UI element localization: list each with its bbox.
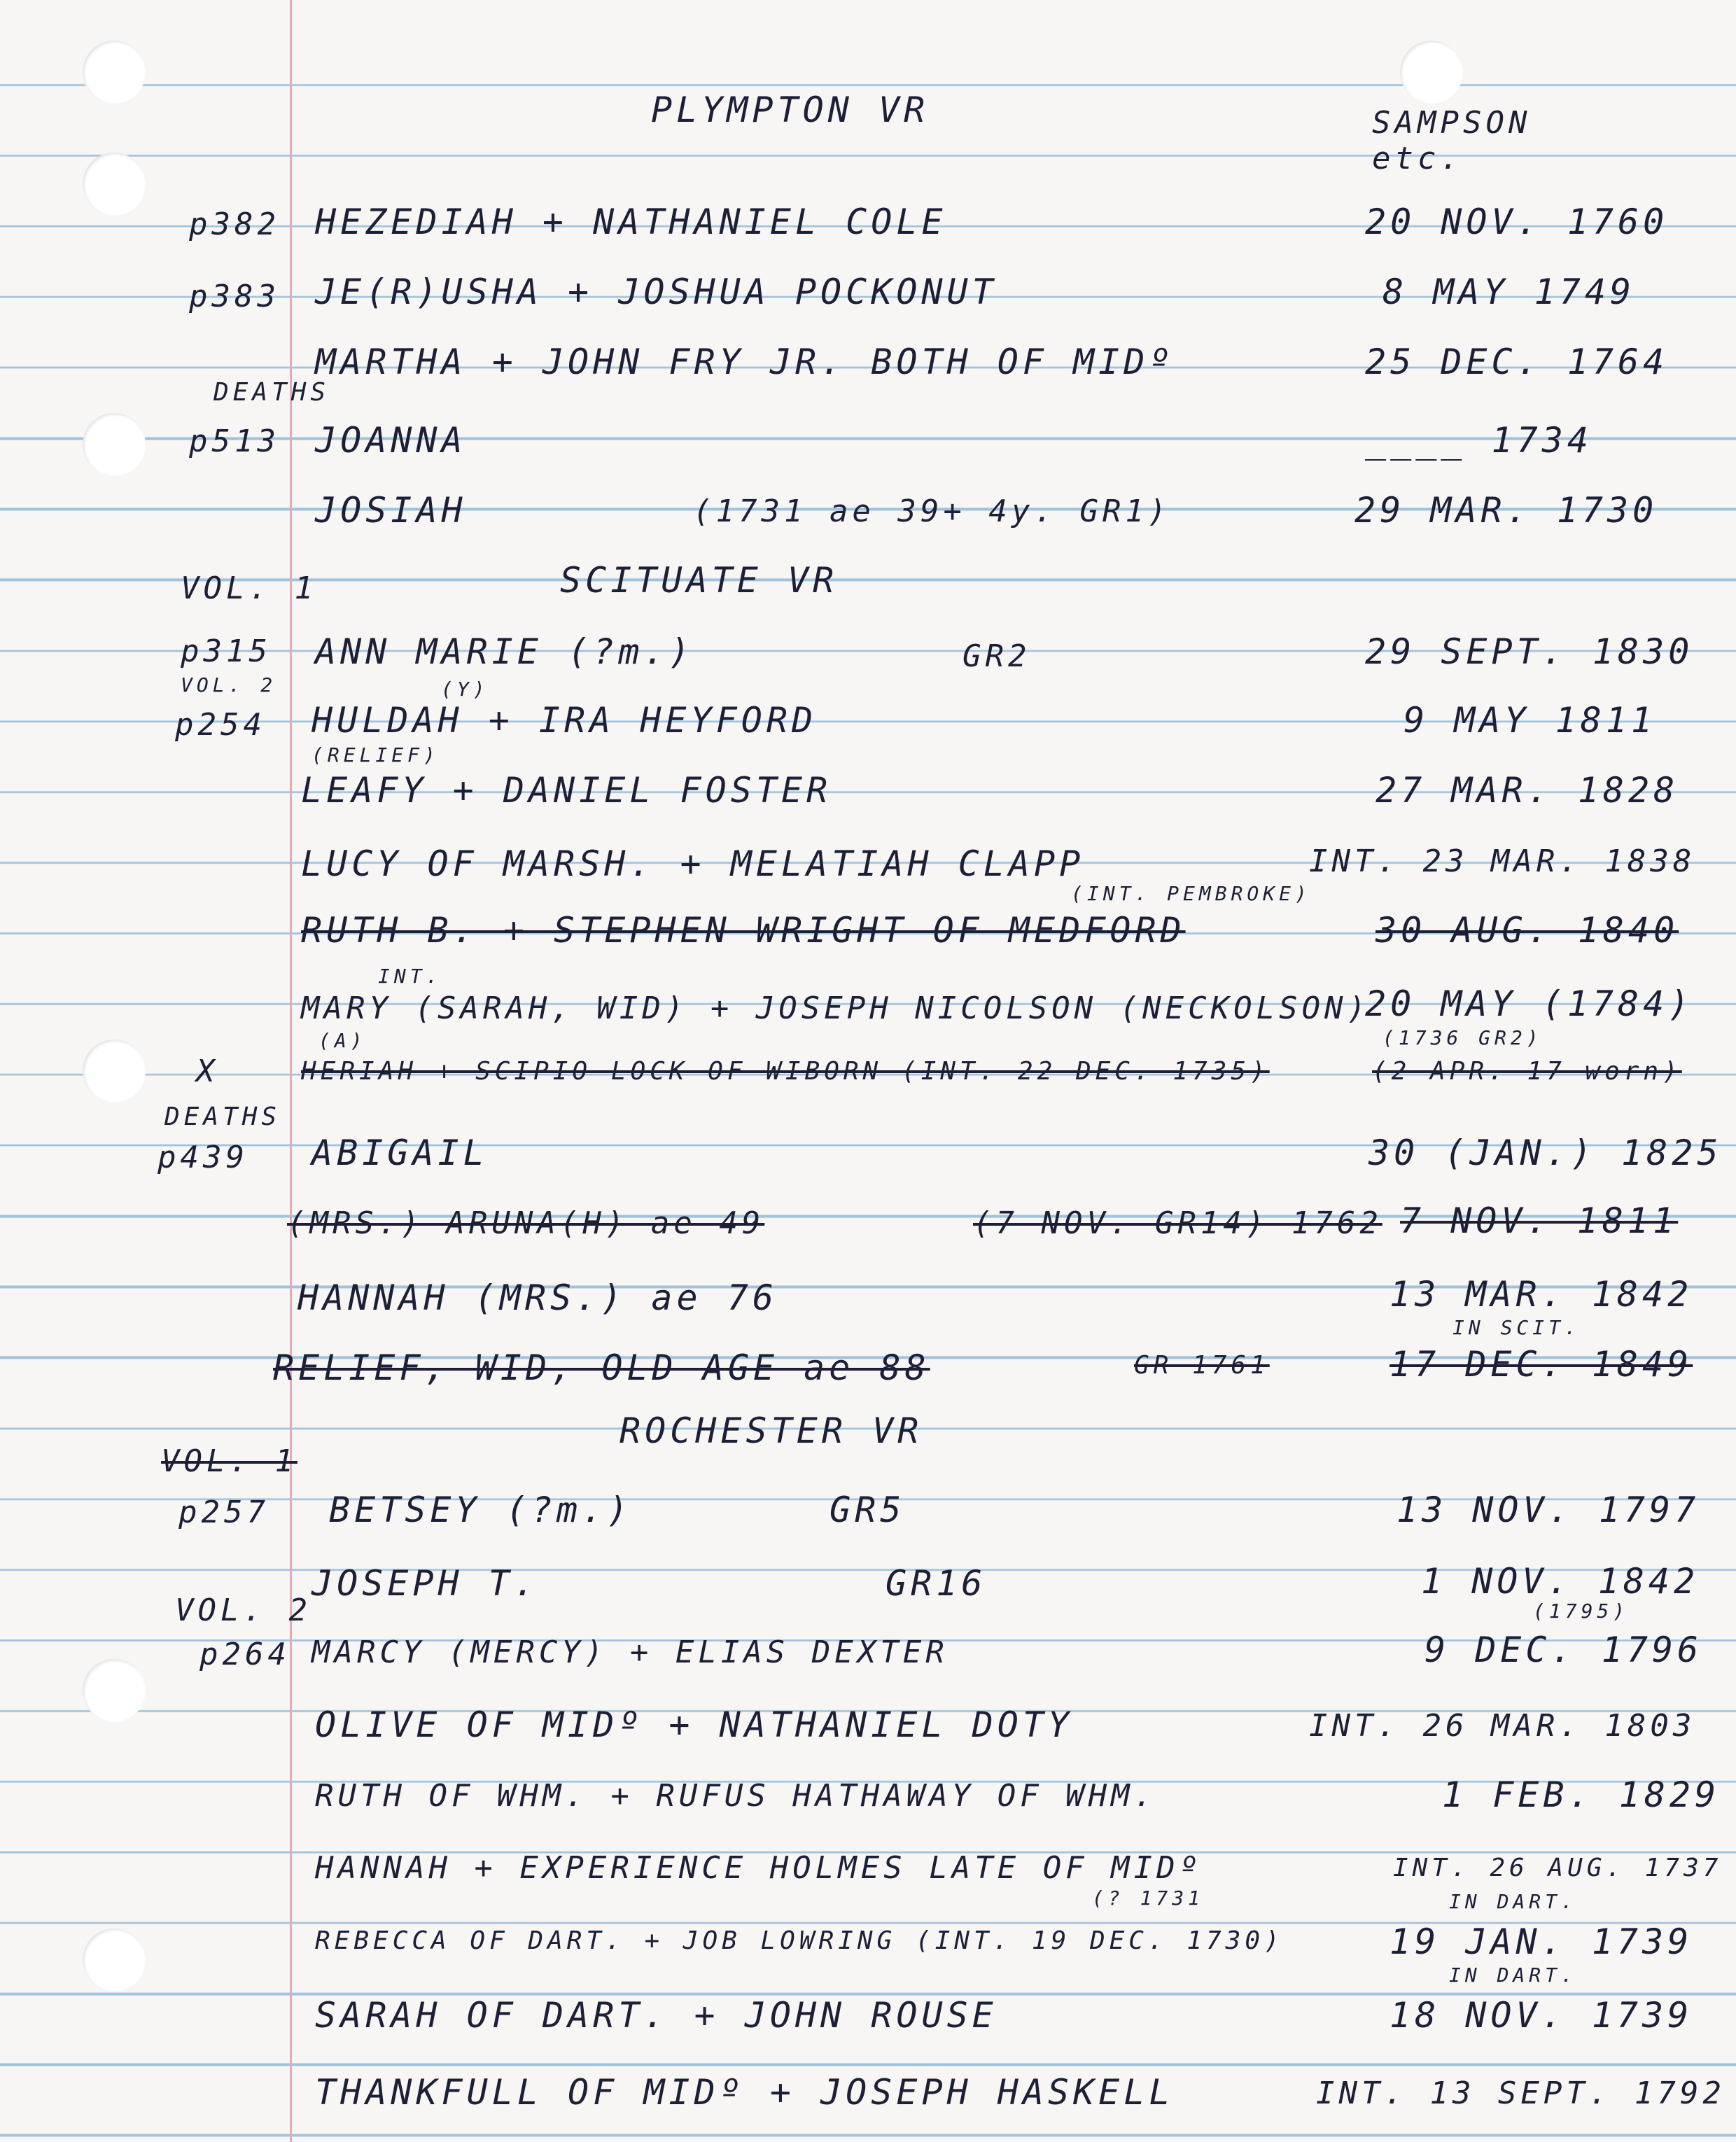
annotation: (1795) [1533, 1600, 1630, 1623]
entry-date-struck: 7 NOV. 1811 [1400, 1200, 1679, 1241]
annotation: (1736 GR2) [1382, 1026, 1543, 1049]
punch-hole [83, 1659, 146, 1722]
annotation: (Y) [441, 678, 489, 701]
entry-note: (1731 ae 39+ 4y. GR1) [693, 493, 1171, 529]
entry-date: 20 NOV. 1760 [1365, 202, 1669, 242]
entry-text: MARY (SARAH, WID) + JOSEPH NICOLSON (NECKOLSON) [301, 990, 1371, 1026]
annotation: (? 1731 [1092, 1886, 1205, 1910]
page-ref: p257 [178, 1494, 270, 1530]
entry-text: HEZEDIAH + NATHANIEL COLE [315, 202, 947, 242]
entry-text: ABIGAIL [312, 1133, 489, 1173]
entry-text: OLIVE OF MIDº + NATHANIEL DOTY [315, 1704, 1074, 1745]
entry-date: 9 DEC. 1796 [1424, 1630, 1703, 1670]
entry-date: 20 MAY (1784) [1365, 983, 1694, 1024]
entry-date: 13 MAR. 1842 [1390, 1274, 1693, 1315]
punch-hole [83, 1040, 146, 1102]
deaths-label: DEATHS [164, 1102, 281, 1131]
insert-mark: X [196, 1054, 219, 1089]
entry-text: MARTHA + JOHN FRY JR. BOTH OF MIDº [315, 342, 1175, 382]
entry-date: 19 JAN. 1739 [1390, 1921, 1693, 1962]
entry-date: INT. 26 MAR. 1803 [1309, 1708, 1696, 1744]
page-ref: p513 [189, 424, 280, 459]
entry-date: INT. 23 MAR. 1838 [1309, 844, 1696, 879]
entry-note-struck: GR 1761 [1134, 1351, 1270, 1380]
entry-text: ANN MARIE (?m.) [315, 631, 694, 672]
annotation: IN DART. [1449, 1890, 1577, 1913]
entry-text: BETSEY (?m.) [329, 1490, 633, 1530]
page-ref: p383 [189, 279, 280, 314]
page-ref: p315 [181, 634, 272, 669]
page-ref: p382 [189, 206, 280, 242]
entry-text: JOSEPH T. [312, 1563, 539, 1604]
entry-date: 29 MAR. 1730 [1354, 490, 1658, 531]
annotation: (A) [318, 1029, 367, 1052]
entry-note: GR2 [962, 638, 1031, 674]
entry-text: SARAH OF DART. + JOHN ROUSE [315, 1995, 997, 2036]
entry-date: 29 SEPT. 1830 [1365, 631, 1694, 672]
section-title: ROCHESTER VR [620, 1410, 923, 1451]
punch-hole [1400, 41, 1463, 104]
entry-date: INT. 13 SEPT. 1792 [1316, 2076, 1726, 2111]
entry-text: LEAFY + DANIEL FOSTER [301, 770, 832, 811]
entry-text-struck: RELIEF, WID, OLD AGE ae 88 [273, 1348, 930, 1388]
entry-date: ____ 1734 [1365, 420, 1592, 461]
entry-date-struck: (2 APR. 17 worn) [1372, 1057, 1682, 1086]
entry-text: HANNAH + EXPERIENCE HOLMES LATE OF MIDº [315, 1850, 1203, 1886]
entry-date: 1 NOV. 1842 [1421, 1561, 1700, 1602]
annotation: (INT. PEMBROKE) [1071, 882, 1311, 905]
entry-text: REBECCA OF DART. + JOB LOWRING (INT. 19 DEC. 1730) [315, 1926, 1284, 1955]
corner-note: SAMPSON etc. [1372, 105, 1532, 176]
page-ref: p439 [158, 1140, 248, 1175]
page-ref: p254 [175, 707, 266, 743]
annotation: (RELIEF) [312, 743, 440, 766]
annotation: IN DART. [1449, 1963, 1577, 1987]
margin-line [290, 0, 292, 2142]
entry-date: 25 DEC. 1764 [1365, 342, 1669, 382]
page-ref: p264 [200, 1637, 290, 1672]
punch-hole [83, 413, 146, 476]
entry-text: JOANNA [315, 420, 467, 461]
entry-date-struck: 17 DEC. 1849 [1390, 1344, 1693, 1385]
entry-text: MARCY (MERCY) + ELIAS DEXTER [312, 1634, 948, 1670]
volume-label: VOL. 1 [181, 570, 317, 606]
entry-date: 18 NOV. 1739 [1390, 1995, 1693, 2036]
entry-note-struck: (7 NOV. GR14) 1762 [973, 1205, 1382, 1241]
entry-date: 9 MAY 1811 [1404, 700, 1657, 741]
section-title: SCITUATE VR [560, 560, 839, 601]
punch-hole [83, 41, 146, 104]
entry-text: RUTH OF WHM. + RUFUS HATHAWAY OF WHM. [315, 1778, 1157, 1814]
entry-text: JOSIAH [315, 490, 467, 531]
annotation: IN SCIT. [1452, 1316, 1581, 1339]
punch-hole [83, 153, 146, 216]
deaths-label: DEATHS [214, 378, 330, 407]
entry-date: INT. 26 AUG. 1737 [1393, 1854, 1723, 1882]
entry-text: THANKFULL OF MIDº + JOSEPH HASKELL [315, 2072, 1175, 2113]
entry-text: JE(R)USHA + JOSHUA POCKONUT [315, 272, 997, 312]
punch-hole [83, 1928, 146, 1991]
entry-date: 30 (JAN.) 1825 [1368, 1133, 1723, 1173]
volume-label: VOL. 2 [181, 673, 277, 696]
section-title: PLYMPTON VR [651, 90, 930, 130]
entry-text-struck: RUTH B. + STEPHEN WRIGHT OF MEDFORD [301, 910, 1186, 951]
entry-date: 13 NOV. 1797 [1396, 1490, 1700, 1530]
entry-date: 1 FEB. 1829 [1442, 1774, 1721, 1815]
entry-text: HANNAH (MRS.) ae 76 [298, 1278, 778, 1318]
entry-date: 8 MAY 1749 [1382, 272, 1636, 312]
entry-date: 27 MAR. 1828 [1376, 770, 1679, 811]
volume-label: VOL. 1 [161, 1443, 298, 1479]
annotation: INT. [378, 965, 442, 988]
entry-date-struck: 30 AUG. 1840 [1376, 910, 1679, 951]
entry-note: GR16 [886, 1563, 987, 1604]
entry-text-struck: (MRS.) ARUNA(H) ae 49 [287, 1205, 765, 1241]
entry-note: GR5 [830, 1490, 906, 1530]
entry-text-struck: HERIAH + SCIPIO LOCK OF WIBORN (INT. 22 DEC. 1735) [301, 1057, 1270, 1086]
entry-text: HULDAH + IRA HEYFORD [312, 700, 818, 741]
entry-text: LUCY OF MARSH. + MELATIAH CLAPP [301, 844, 1085, 884]
volume-label: VOL. 2 [175, 1592, 312, 1628]
